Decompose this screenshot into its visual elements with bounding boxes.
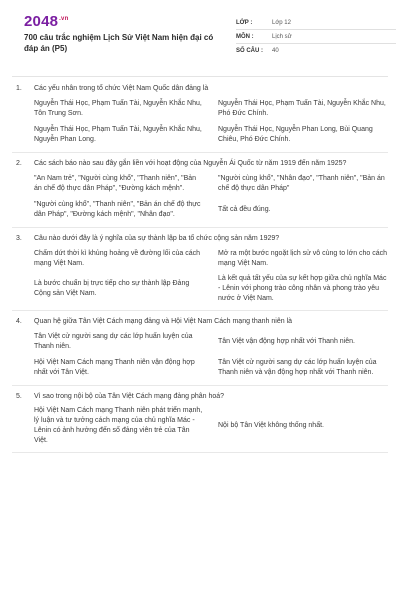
- meta-key: SỐ CÂU :: [236, 47, 263, 54]
- answer-option[interactable]: "An Nam trẻ", "Người cùng khổ", "Thanh niên", "Bản án chế độ thực dân Pháp", "Đường kách mệnh".: [34, 175, 197, 192]
- answer-option[interactable]: Là bước chuẩn bị trực tiếp cho sự thành lập Đảng Cộng sản Việt Nam.: [34, 280, 190, 297]
- document-title: 700 câu trắc nghiệm Lịch Sử Việt Nam hiện đại có đáp án (P5): [24, 33, 214, 53]
- answer-option[interactable]: Chấm dứt thời kì khủng hoảng về đường lối của cách mạng Việt Nam.: [34, 250, 201, 267]
- meta-key: LỚP :: [236, 19, 253, 26]
- question-number: 2.: [16, 160, 22, 167]
- question-header: [12, 392, 388, 402]
- answer-option[interactable]: Tất cả đều đúng.: [218, 206, 271, 213]
- question-1: [12, 78, 388, 153]
- answer-option[interactable]: Tân Việt cử người sang dự các lớp huấn luyện của Thanh niên và vận động hợp nhất với Thanh niên.: [218, 359, 377, 376]
- meta-key: MÔN :: [236, 33, 254, 40]
- question-text: Các sách báo nào sau đây gắn liền với hoạt động của Nguyễn Ái Quốc từ năm 1919 đến năm 1925?: [34, 160, 347, 167]
- meta-value: Lịch sử: [272, 33, 292, 40]
- answer-option[interactable]: Hội Việt Nam Cách mạng Thanh niên phát triển mạnh, lý luận và tư tưởng cách mạng của chủ nghĩa Mác - Lênin có ảnh hưởng đến số đảng viên trẻ của Tân Việt.: [34, 407, 203, 444]
- answer-option[interactable]: Nguyễn Thái Học, Phạm Tuấn Tài, Nguyễn Khắc Nhu, Phó Đức Chính.: [218, 100, 386, 117]
- logo-domain: .vn: [59, 16, 69, 22]
- question-number: 5.: [16, 393, 22, 400]
- answer-options: [12, 331, 388, 379]
- answer-option[interactable]: Tân Việt vận động hợp nhất với Thanh niên.: [218, 338, 355, 345]
- question-header: [12, 317, 388, 327]
- question-5: [12, 386, 388, 453]
- question-text: Các yếu nhân trong tổ chức Việt Nam Quốc dân đảng là: [34, 85, 209, 92]
- answer-options: [12, 406, 388, 446]
- question-number: 1.: [16, 85, 22, 92]
- question-2: [12, 153, 388, 228]
- answer-options: [12, 173, 388, 221]
- question-header: [12, 159, 388, 169]
- meta-row-count: [236, 44, 396, 57]
- answer-option[interactable]: "Người cùng khổ", "Thanh niên", "Bản án chế độ thực dân Pháp", "Đường kách mệnh", "Nhân đạo".: [34, 201, 201, 218]
- answer-options: [12, 98, 388, 146]
- answer-option[interactable]: Nội bộ Tân Việt không thống nhất.: [218, 422, 324, 429]
- question-4: [12, 311, 388, 386]
- meta-value: Lớp 12: [272, 19, 291, 26]
- meta-row-class: [236, 16, 396, 30]
- meta-row-subject: [236, 30, 396, 44]
- question-number: 4.: [16, 318, 22, 325]
- question-text: Vì sao trong nội bộ của Tân Việt Cách mạng đảng phân hoá?: [34, 393, 225, 400]
- answer-option[interactable]: Hội Việt Nam Cách mạng Thanh niên vận động hợp nhất với Tân Việt.: [34, 359, 195, 376]
- answer-option[interactable]: Nguyễn Thái Học, Phạm Tuấn Tài, Nguyễn Khắc Nhu, Tôn Trung Sơn.: [34, 100, 202, 117]
- site-logo[interactable]: [24, 13, 68, 30]
- meta-table: [236, 16, 396, 57]
- question-number: 3.: [16, 235, 22, 242]
- question-text: Câu nào dưới đây là ý nghĩa của sự thành lập ba tổ chức cộng sản năm 1929?: [34, 235, 280, 242]
- answer-options: [12, 248, 388, 304]
- question-text: Quan hệ giữa Tân Việt Cách mạng đảng và Hội Việt Nam Cách mạng thanh niên là: [34, 318, 293, 325]
- question-3: [12, 228, 388, 311]
- header-divider: [12, 76, 388, 77]
- meta-value: 40: [272, 47, 279, 54]
- answer-option[interactable]: Tân Việt cử người sang dự các lớp huấn luyện của Thanh niên.: [34, 333, 193, 350]
- answer-option[interactable]: "Người cùng khổ", "Nhân đạo", "Thanh niên", "Bản án chế độ thực dân Pháp": [218, 175, 385, 192]
- header: [12, 0, 388, 76]
- logo-text: 2048: [24, 13, 59, 30]
- question-header: [12, 84, 388, 94]
- answer-option[interactable]: Là kết quả tất yếu của sự kết hợp giữa chủ nghĩa Mác - Lênin với phong trào công nhân và phong trào yêu nước ở Việt Nam.: [218, 275, 387, 302]
- answer-option[interactable]: Nguyễn Thái Học, Nguyễn Phan Long, Bùi Quang Chiêu, Phó Đức Chính.: [218, 126, 373, 143]
- answer-option[interactable]: Nguyễn Thái Học, Phạm Tuấn Tài, Nguyễn Khắc Nhu, Nguyễn Phan Long.: [34, 126, 202, 143]
- question-list: [12, 78, 388, 453]
- answer-option[interactable]: Mở ra một bước ngoặt lịch sử vô cùng to lớn cho cách mạng Việt Nam.: [218, 250, 388, 267]
- question-header: [12, 234, 388, 244]
